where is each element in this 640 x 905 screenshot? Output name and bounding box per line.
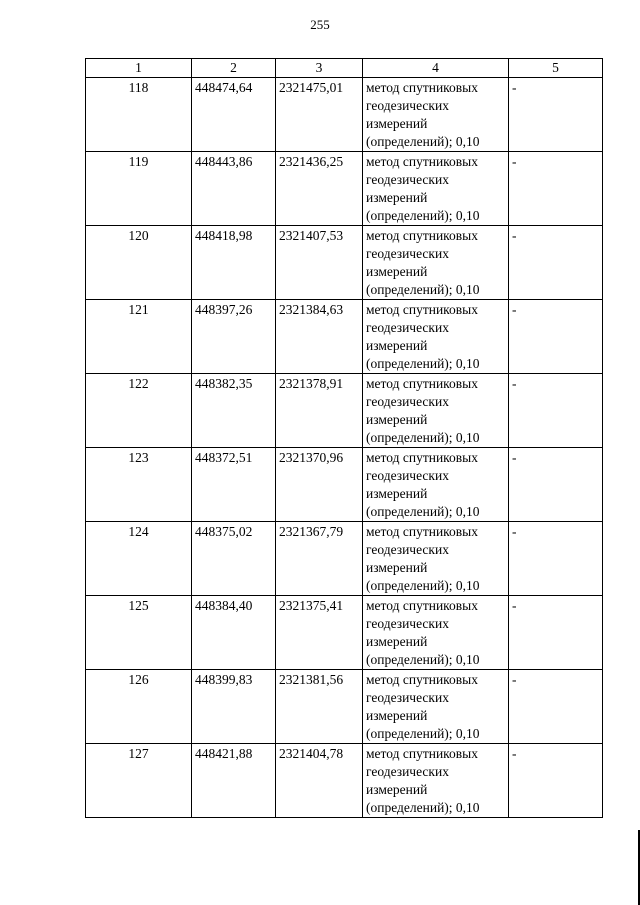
point-number-cell: 126: [86, 670, 192, 744]
method-line: геодезических: [366, 616, 449, 631]
method-line: метод спутниковых: [366, 302, 478, 317]
table-row: [86, 374, 603, 448]
x-coordinate-cell: 448443,86: [192, 152, 276, 226]
method-cell: [363, 78, 509, 152]
point-number-cell: 122: [86, 374, 192, 448]
method-cell: [363, 226, 509, 300]
header-col-1: 1: [86, 59, 192, 78]
x-coordinate-cell: 448399,83: [192, 670, 276, 744]
method-line: измерений: [366, 264, 428, 279]
method-cell: [363, 448, 509, 522]
note-cell: -: [509, 522, 603, 596]
method-line: (определений); 0,10: [366, 430, 480, 445]
x-coordinate-cell: 448384,40: [192, 596, 276, 670]
y-coordinate-cell: 2321378,91: [276, 374, 363, 448]
method-line: метод спутниковых: [366, 598, 478, 613]
table-header-row: [86, 59, 603, 78]
x-coordinate-cell: 448418,98: [192, 226, 276, 300]
table-row: [86, 226, 603, 300]
method-cell: [363, 300, 509, 374]
table-row: [86, 522, 603, 596]
note-cell: -: [509, 226, 603, 300]
header-col-3: 3: [276, 59, 363, 78]
coordinates-table: [85, 58, 603, 818]
y-coordinate-cell: 2321436,25: [276, 152, 363, 226]
table-row: [86, 596, 603, 670]
method-line: метод спутниковых: [366, 154, 478, 169]
note-cell: -: [509, 448, 603, 522]
note-cell: -: [509, 670, 603, 744]
method-line: метод спутниковых: [366, 228, 478, 243]
y-coordinate-cell: 2321475,01: [276, 78, 363, 152]
y-coordinate-cell: 2321407,53: [276, 226, 363, 300]
point-number-cell: 119: [86, 152, 192, 226]
header-col-4: 4: [363, 59, 509, 78]
method-line: (определений); 0,10: [366, 208, 480, 223]
method-line: (определений); 0,10: [366, 726, 480, 741]
method-line: (определений); 0,10: [366, 578, 480, 593]
table-body: [86, 78, 603, 818]
point-number-cell: 120: [86, 226, 192, 300]
method-cell: [363, 744, 509, 818]
method-line: геодезических: [366, 394, 449, 409]
method-line: измерений: [366, 708, 428, 723]
note-cell: -: [509, 300, 603, 374]
y-coordinate-cell: 2321375,41: [276, 596, 363, 670]
method-line: измерений: [366, 560, 428, 575]
header-col-5: 5: [509, 59, 603, 78]
method-line: геодезических: [366, 98, 449, 113]
header-col-2: 2: [192, 59, 276, 78]
x-coordinate-cell: 448421,88: [192, 744, 276, 818]
method-line: геодезических: [366, 468, 449, 483]
page-number: 255: [310, 17, 330, 32]
x-coordinate-cell: 448375,02: [192, 522, 276, 596]
x-coordinate-cell: 448474,64: [192, 78, 276, 152]
point-number-cell: 123: [86, 448, 192, 522]
table-row: [86, 744, 603, 818]
y-coordinate-cell: 2321384,63: [276, 300, 363, 374]
method-cell: [363, 596, 509, 670]
method-cell: [363, 670, 509, 744]
y-coordinate-cell: 2321370,96: [276, 448, 363, 522]
note-cell: -: [509, 78, 603, 152]
table-row: [86, 78, 603, 152]
x-coordinate-cell: 448382,35: [192, 374, 276, 448]
method-line: измерений: [366, 190, 428, 205]
method-line: метод спутниковых: [366, 80, 478, 95]
point-number-cell: 125: [86, 596, 192, 670]
method-line: геодезических: [366, 320, 449, 335]
y-coordinate-cell: 2321404,78: [276, 744, 363, 818]
method-line: измерений: [366, 116, 428, 131]
method-line: геодезических: [366, 172, 449, 187]
method-line: измерений: [366, 782, 428, 797]
note-cell: -: [509, 596, 603, 670]
y-coordinate-cell: 2321367,79: [276, 522, 363, 596]
method-line: (определений); 0,10: [366, 504, 480, 519]
method-line: метод спутниковых: [366, 450, 478, 465]
method-line: измерений: [366, 412, 428, 427]
method-line: измерений: [366, 486, 428, 501]
method-line: метод спутниковых: [366, 524, 478, 539]
method-line: (определений); 0,10: [366, 134, 480, 149]
x-coordinate-cell: 448372,51: [192, 448, 276, 522]
table-row: [86, 152, 603, 226]
note-cell: -: [509, 744, 603, 818]
note-cell: -: [509, 374, 603, 448]
method-line: метод спутниковых: [366, 746, 478, 761]
point-number-cell: 118: [86, 78, 192, 152]
method-line: измерений: [366, 338, 428, 353]
point-number-cell: 127: [86, 744, 192, 818]
method-line: геодезических: [366, 690, 449, 705]
note-cell: -: [509, 152, 603, 226]
method-line: (определений); 0,10: [366, 282, 480, 297]
method-cell: [363, 522, 509, 596]
method-line: (определений); 0,10: [366, 652, 480, 667]
point-number-cell: 124: [86, 522, 192, 596]
y-coordinate-cell: 2321381,56: [276, 670, 363, 744]
method-line: (определений); 0,10: [366, 800, 480, 815]
method-line: геодезических: [366, 764, 449, 779]
method-cell: [363, 152, 509, 226]
method-line: геодезических: [366, 542, 449, 557]
method-line: (определений); 0,10: [366, 356, 480, 371]
method-line: измерений: [366, 634, 428, 649]
method-line: геодезических: [366, 246, 449, 261]
table-row: [86, 448, 603, 522]
method-line: метод спутниковых: [366, 376, 478, 391]
table-row: [86, 670, 603, 744]
point-number-cell: 121: [86, 300, 192, 374]
method-cell: [363, 374, 509, 448]
x-coordinate-cell: 448397,26: [192, 300, 276, 374]
method-line: метод спутниковых: [366, 672, 478, 687]
table-row: [86, 300, 603, 374]
